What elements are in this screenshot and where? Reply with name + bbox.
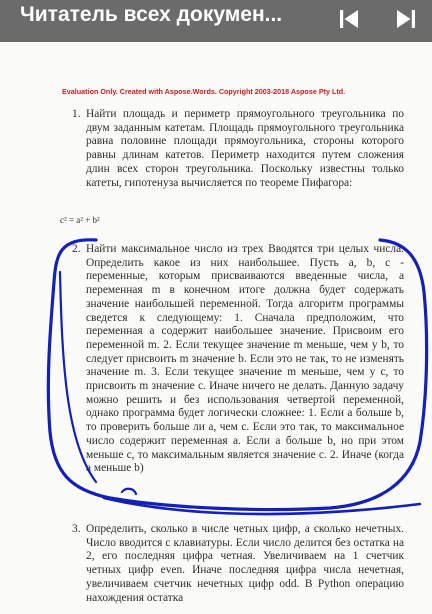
- list-item: [72, 523, 404, 605]
- skip-previous-icon: [336, 6, 362, 32]
- previous-page-button[interactable]: [336, 6, 362, 32]
- list-item: [72, 108, 404, 190]
- next-page-button[interactable]: [393, 6, 419, 32]
- list-item-text: Определить, сколько в числе четных цифр, а сколько нечетных. Число вводится с клавиатуры. Если число делится без остатка на 2, его последняя цифра четная. Увеличиваем на 1 счетчик четных цифр even. Иначе последняя цифра числа нечетная, увеличиваем счетчик нечетных цифр odd. В Python операцию нахождения остатка: [86, 523, 404, 604]
- list-item-number: 3.: [72, 523, 81, 535]
- app-toolbar: [0, 0, 432, 42]
- pythagorean-formula: c² = a² + b²: [60, 215, 100, 225]
- list-item-number: 1.: [72, 108, 81, 120]
- list-item-text: Найти площадь и периметр прямоугольного треугольника по двум заданным катетам. Площадь прямоугольного треугольника равна половине площади прямоугольника, стороны которого равны длинам катетов. Периметр находится путем сложения длин всех сторон треугольника. Поскольку известны только катеты, гипотенуза вычисляется по теореме Пифагора:: [86, 108, 404, 189]
- document-page[interactable]: [0, 42, 432, 614]
- list-item-text: Найти максимальное число из трех Вводятся три целых числа. Определить какое из них наибольшее. Пусть a, b, c - переменные, которым присваиваются введенные числа, а переменная m в конечном итоге должна будет содержать значение наибольшей переменной. Тогда алгоритм программы сведется к следующему: 1. Сначала предположим, что переменная a содержит наибольшее значение. Присвоим его переменной m. 2. Если текущее значение m меньше, чем у b, то следует присвоить m значение b. Если это не так, то не изменять значение m. 3. Если текущее значение m меньше, чем у c, то присвоить m значение c. Иначе ничего не делать. Данную задачу можно решить и без использования четвертой переменной, однако программа будет логически сложнее: 1. Если a больше b, то проверить больше ли a, чем c. Если это так, то максимальное число содержит переменная a. Если a больше b, но при этом меньше c, то максимальным является значение c. 2. Иначе (когда a меньше b): [86, 243, 404, 475]
- app-title: Читатель всех докумен...: [20, 3, 283, 26]
- skip-next-icon: [393, 6, 419, 32]
- evaluation-watermark: Evaluation Only. Created with Aspose.Words. Copyright 2003-2018 Aspose Pty Ltd.: [62, 87, 346, 96]
- list-item: [72, 243, 404, 476]
- list-item-number: 2.: [72, 243, 81, 255]
